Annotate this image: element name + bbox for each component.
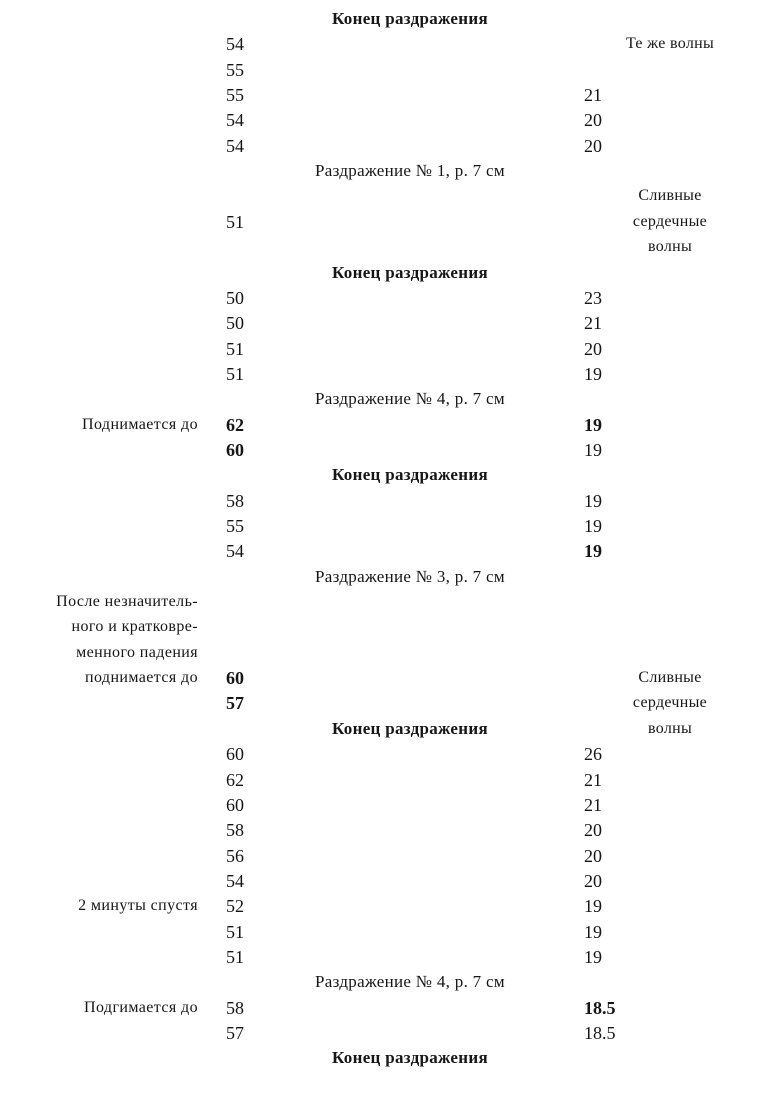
table-row [0,538,760,564]
second-column-value: 19 [584,541,602,562]
second-column-value: 20 [584,110,602,131]
remark-text: Сливные [638,187,702,205]
section-heading [0,462,760,488]
remark-text: волны [647,238,693,256]
row-note: Подгимается до [84,998,198,1016]
table-row [0,488,760,514]
first-column-value: 60 [226,439,244,460]
second-column-value: 21 [584,85,602,106]
row-note: После незначитель- [56,593,198,611]
table-row [0,361,760,387]
row-note: 2 минуты спустя [78,897,198,915]
table-row [0,336,760,362]
first-column-value: 51 [226,363,244,384]
table-row [0,640,760,666]
second-column-value: 19 [584,921,602,942]
first-column-value: 51 [226,946,244,967]
second-column-value: 21 [584,313,602,334]
table-row [0,107,760,133]
first-column-value: 60 [226,794,244,815]
second-column-value: 20 [584,845,602,866]
table-row [0,792,760,818]
section-heading-text: Конец раздражения [332,262,488,282]
section-heading-text: Конец раздражения [332,465,488,485]
first-column-value: 62 [226,769,244,790]
second-column-value: 21 [584,794,602,815]
second-column-value: 18.5 [584,997,616,1018]
table-row [0,133,760,159]
first-column-value: 51 [226,338,244,359]
first-column-value: 62 [226,414,244,435]
section-heading [0,6,760,32]
table-row [0,437,760,463]
remark-text: Те же волны [625,35,715,53]
row-note: ного и кратковре- [71,618,198,636]
first-column-value: 57 [226,693,244,714]
table-row [0,57,760,83]
second-column-value: 20 [584,135,602,156]
first-column-value: 52 [226,896,244,917]
section-heading-text: Раздражение № 1, р. 7 см [315,161,505,181]
table-row [0,513,760,539]
section-heading [0,969,760,995]
first-column-value: 54 [226,541,244,562]
second-column-value: 23 [584,287,602,308]
first-column-value: 51 [226,921,244,942]
first-column-value: 60 [226,744,244,765]
table-row [0,995,760,1021]
second-column-value: 20 [584,870,602,891]
second-column-value: 19 [584,946,602,967]
first-column-value: 54 [226,870,244,891]
table-row [0,82,760,108]
first-column-value: 58 [226,997,244,1018]
section-heading-text: Раздражение № 4, р. 7 см [315,972,505,992]
section-heading [0,564,760,590]
section-heading [0,1045,760,1071]
first-column-value: 58 [226,820,244,841]
table-row [0,868,760,894]
second-column-value: 19 [584,490,602,511]
first-column-value: 58 [226,490,244,511]
table-row [0,741,760,767]
first-column-value: 50 [226,287,244,308]
section-heading [0,386,760,412]
table-row [0,412,760,438]
table-row [0,285,760,311]
remark-text: Сливные [638,669,702,687]
first-column-value: 56 [226,845,244,866]
table-row [0,310,760,336]
second-column-value: 19 [584,439,602,460]
first-column-value: 54 [226,110,244,131]
second-column-value: 19 [584,363,602,384]
table-row [0,893,760,919]
table-row [0,767,760,793]
second-column-value: 26 [584,744,602,765]
section-heading-text: Конец раздражения [332,1048,488,1068]
row-note: Поднимается до [82,415,198,433]
remark-text: сердечные [632,212,708,230]
section-heading [0,158,760,184]
remark-text: волны [647,719,693,737]
first-column-value: 54 [226,135,244,156]
table-row [0,614,760,640]
second-column-value: 20 [584,338,602,359]
section-heading-text: Раздражение № 3, р. 7 см [315,566,505,586]
second-column-value: 20 [584,820,602,841]
remark-text: сердечные [632,694,708,712]
table-row [0,589,760,615]
table-row [0,817,760,843]
first-column-value: 55 [226,516,244,536]
section-heading-text: Раздражение № 4, р. 7 см [315,389,505,409]
section-heading-text: Конец раздражения [332,9,488,28]
table-row [0,1020,760,1046]
row-note: поднимается до [85,669,198,687]
first-column-value: 60 [226,668,244,689]
section-heading-text: Конец раздражения [332,718,488,738]
first-column-value: 55 [226,85,244,106]
section-heading [0,260,760,286]
second-column-value: 19 [584,414,602,435]
second-column-value: 19 [584,516,602,536]
row-note: менного падения [76,643,198,661]
first-column-value: 55 [226,59,244,80]
first-column-value: 57 [226,1023,244,1043]
second-column-value: 21 [584,769,602,790]
table-row [0,944,760,970]
first-column-value: 54 [226,34,244,55]
second-column-value: 19 [584,896,602,917]
first-column-value: 51 [226,211,244,232]
table-row [0,843,760,869]
table-row [0,919,760,945]
second-column-value: 18.5 [584,1023,616,1043]
first-column-value: 50 [226,313,244,334]
